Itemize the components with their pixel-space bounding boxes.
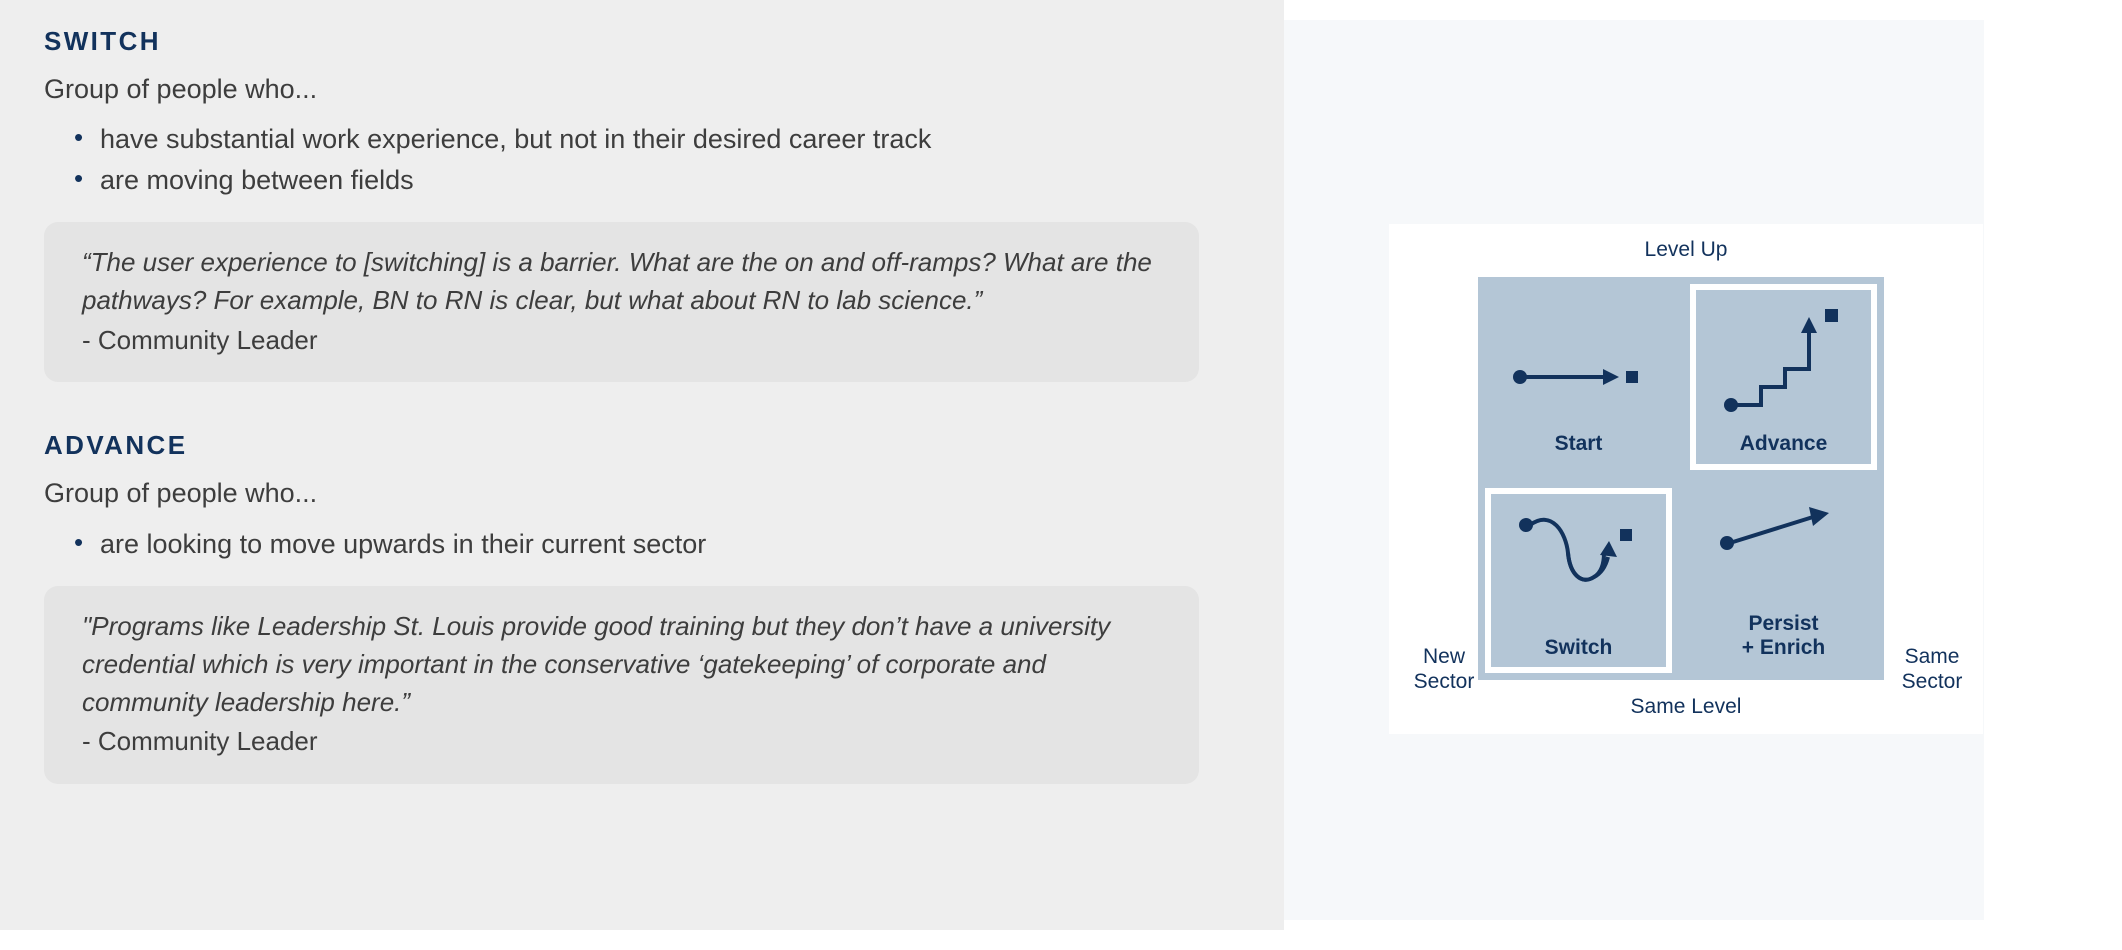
quote-attribution: - Community Leader <box>82 324 318 355</box>
axis-label-same-sector <box>1889 644 1975 694</box>
quadrant-persist-enrich[interactable] <box>1683 481 1884 681</box>
quadrant-label-persist-line1: Persist <box>1748 611 1819 635</box>
quadrant-switch[interactable] <box>1478 481 1679 681</box>
quadrant-advance[interactable] <box>1683 277 1884 477</box>
section-lead-advance: Group of people who... <box>44 478 318 509</box>
quadrant-label-switch: Switch <box>1544 635 1613 659</box>
quadrant-label-persist-line2: + Enrich <box>1741 635 1826 659</box>
axis-label-same-sector-line1: Same <box>1904 645 1960 668</box>
matrix-grid <box>1478 277 1884 680</box>
quadrant-label-start: Start <box>1554 432 1603 456</box>
quadrant-start[interactable] <box>1478 277 1679 477</box>
quote-text: "Programs like Leadership St. Louis provide good training but they don’t have a university credential which is very important in the conservative ‘gatekeeping’ of corporate and community leadership here.” <box>82 611 1111 717</box>
section-lead-switch: Group of people who... <box>44 74 318 104</box>
section-advance <box>44 430 1244 783</box>
axis-label-same-sector-line2: Sector <box>1901 670 1963 694</box>
axis-label-same-level: Same Level <box>1630 694 1742 718</box>
list-item: • are moving between fields <box>74 160 1244 201</box>
quote-attribution: - Community Leader <box>82 726 318 757</box>
section-title-advance: ADVANCE <box>44 430 188 461</box>
section-title-switch: SWITCH <box>44 26 161 56</box>
bullet-list-switch <box>44 119 1244 200</box>
quote-box-switch <box>44 222 1199 382</box>
section-switch <box>44 26 1244 382</box>
list-item: • are looking to move upwards in their current sector <box>74 524 1244 565</box>
bullet-list-advance <box>44 524 1244 565</box>
list-item: • have substantial work experience, but not in their desired career track <box>74 119 1244 160</box>
quadrant-label-persist-enrich <box>1683 612 1884 660</box>
quote-box-advance <box>44 586 1199 783</box>
quadrant-label-advance: Advance <box>1739 432 1828 456</box>
right-figure-panel <box>1284 20 1984 920</box>
career-matrix-figure <box>1389 224 1983 734</box>
axis-label-new-sector-line1: New <box>1422 645 1465 668</box>
axis-label-level-up: Level Up <box>1644 238 1728 261</box>
axis-label-new-sector <box>1401 644 1487 694</box>
axis-label-new-sector-line2: Sector <box>1413 670 1475 694</box>
quote-text: “The user experience to [switching] is a barrier. What are the on and off-ramps? What are the pathways? For example, BN to RN is clear, but what about RN to lab science.” <box>82 247 1152 316</box>
